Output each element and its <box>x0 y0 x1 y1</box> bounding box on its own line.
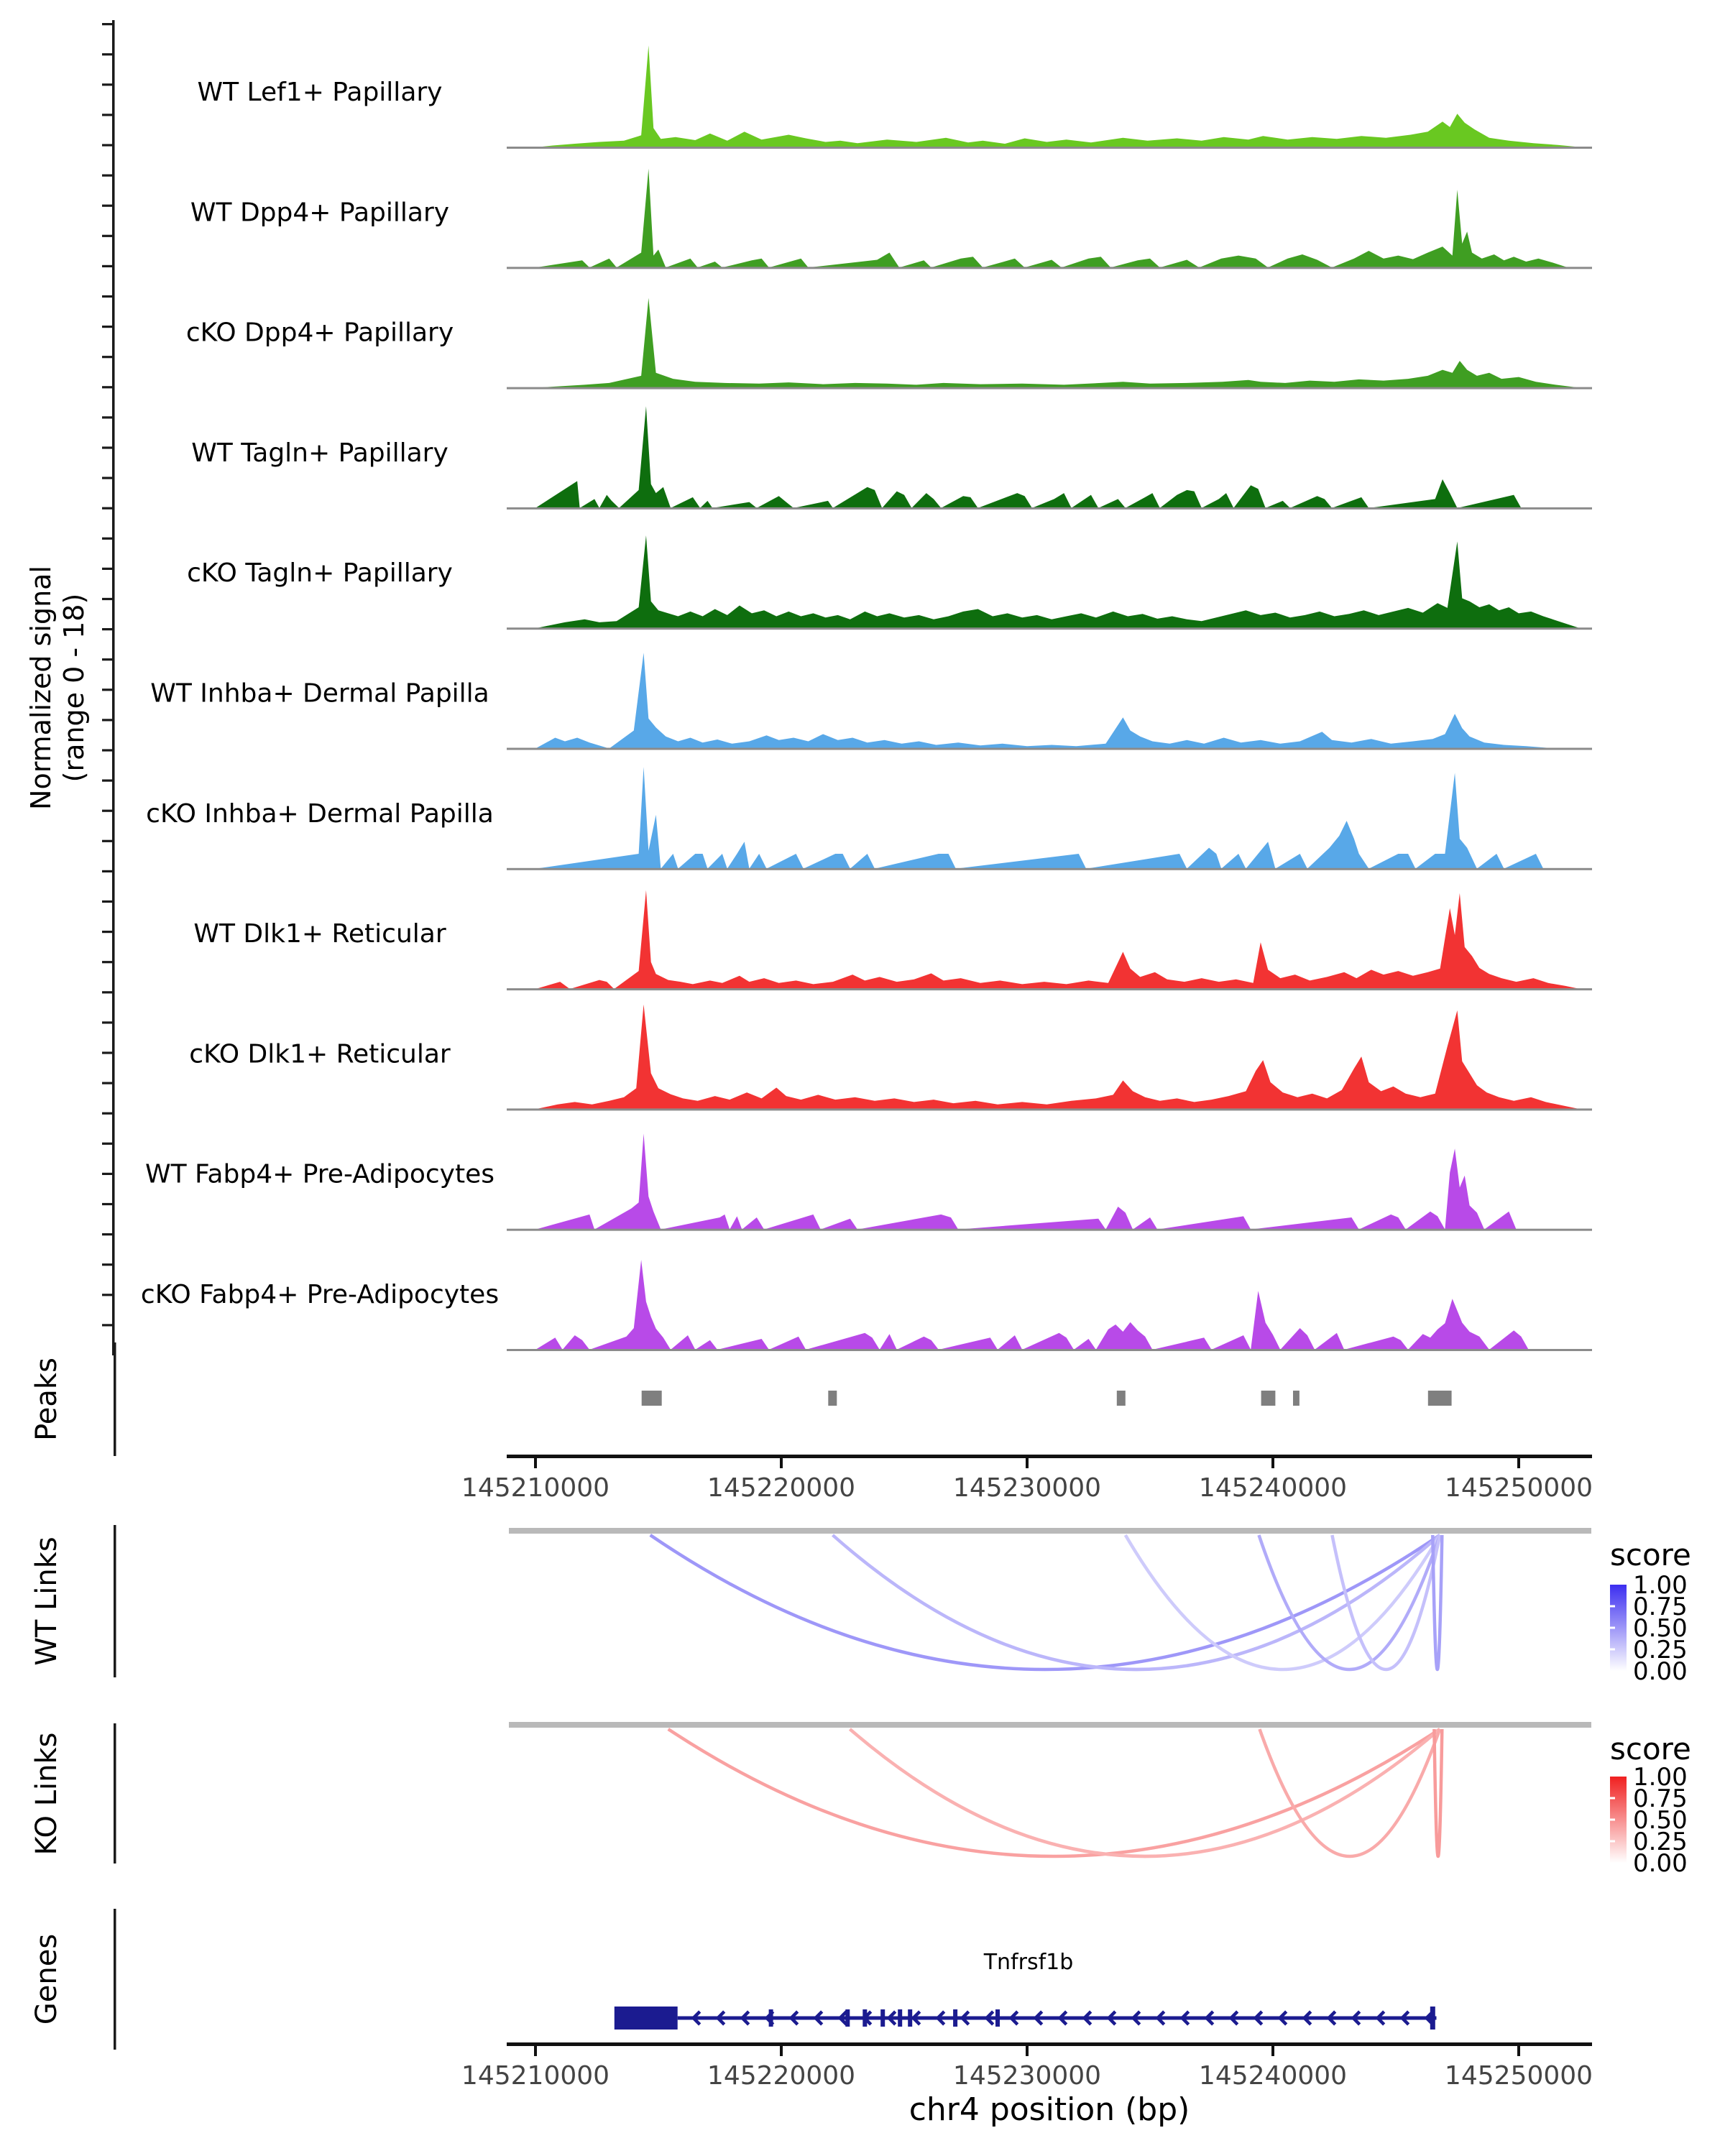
axis-tick-label: 145250000 <box>1444 2061 1593 2091</box>
axis-tick-label: 145210000 <box>461 2061 610 2091</box>
y-axis-tick <box>102 598 112 600</box>
wt-score-legend <box>1610 1537 1691 1686</box>
legend-value: 0.50 <box>1633 1614 1688 1643</box>
ko-links-baseline <box>509 1722 1591 1728</box>
y-axis-tick <box>102 658 112 660</box>
legend-notch <box>1610 1649 1615 1651</box>
track-label: WT Inhba+ Dermal Papilla <box>150 678 489 709</box>
gene-exon-tick <box>769 2009 773 2027</box>
axis-tick <box>1517 2046 1520 2056</box>
legend-notch <box>1610 1606 1615 1608</box>
coverage-area <box>535 535 1581 628</box>
track-baseline <box>507 387 1592 390</box>
y-axis-tick <box>102 1203 112 1205</box>
ko-links-arcs <box>668 1729 1443 1856</box>
y-axis-tick <box>102 326 112 328</box>
y-axis <box>25 20 115 1355</box>
y-axis-tick <box>102 870 112 872</box>
track-label: cKO Inhba+ Dermal Papilla <box>146 798 494 829</box>
coverage-area <box>535 1260 1581 1350</box>
track-baseline <box>507 988 1592 990</box>
track-label: WT Dlk1+ Reticular <box>193 919 446 949</box>
legend-notch <box>1610 1819 1615 1821</box>
peaks-section-label: Peaks <box>30 1358 63 1441</box>
y-axis-tick <box>102 810 112 812</box>
coverage-area <box>535 653 1581 748</box>
legend-value: 1.00 <box>1633 1763 1688 1792</box>
legend-value: 0.75 <box>1633 1593 1688 1621</box>
gene-panel <box>615 1950 1437 2030</box>
ko-links-section-label: KO Links <box>30 1732 63 1856</box>
y-axis-tick <box>102 1233 112 1235</box>
legend-value: 0.00 <box>1633 1849 1688 1878</box>
coverage-area <box>535 298 1581 388</box>
peak-box <box>1293 1391 1300 1406</box>
ko-links-bracket <box>114 1723 116 1864</box>
gene-exon-tick <box>880 2009 885 2027</box>
link-arc <box>668 1729 1440 1856</box>
track-baseline <box>507 267 1592 269</box>
y-axis-tick <box>102 1173 112 1175</box>
legend-value: 0.75 <box>1633 1784 1688 1813</box>
axis-line <box>507 2042 1592 2046</box>
track-baseline <box>507 627 1592 630</box>
gene-exon-tick <box>898 2009 902 2027</box>
link-arc <box>1126 1535 1440 1669</box>
legend-value: 1.00 <box>1633 1571 1688 1600</box>
axis-tick <box>1026 2046 1029 2056</box>
y-axis-tick <box>102 900 112 903</box>
y-axis-tick <box>102 961 112 963</box>
y-axis-tick <box>102 931 112 933</box>
legend-value: 0.25 <box>1633 1828 1688 1856</box>
legend-notch <box>1610 1627 1615 1629</box>
axis-tick-label: 145230000 <box>952 1473 1102 1503</box>
axis-line <box>507 1455 1592 1458</box>
y-axis-tick <box>102 446 112 448</box>
ko-links-panel <box>509 1722 1691 1878</box>
axis-tick <box>534 1458 537 1468</box>
y-axis-tick <box>102 175 112 177</box>
coverage-tracks <box>141 45 1592 1351</box>
track-label: cKO Tagln+ Papillary <box>187 558 453 589</box>
y-axis-tick <box>102 235 112 237</box>
wt-links-section-label: WT Links <box>30 1537 63 1666</box>
gene-tss-bar <box>1430 2007 1435 2030</box>
axis-tick <box>534 2046 537 2056</box>
section-brackets <box>30 1342 116 2050</box>
track-baseline <box>507 1108 1592 1110</box>
y-axis-tick <box>102 507 112 510</box>
y-axis-tick <box>102 1263 112 1266</box>
wt-links-baseline <box>509 1528 1591 1534</box>
y-axis-tick <box>102 538 112 540</box>
y-axis-tick <box>102 688 112 691</box>
y-axis-tick <box>102 568 112 570</box>
axis-tick <box>1026 1458 1029 1468</box>
wt-links-arcs <box>650 1535 1443 1669</box>
link-arc <box>850 1729 1440 1856</box>
y-axis-tick <box>102 53 112 55</box>
peaks-track <box>642 1391 1452 1406</box>
coverage-area <box>535 1133 1581 1229</box>
y-axis-tick <box>102 205 112 207</box>
y-axis-tick <box>102 1112 112 1115</box>
track-label: WT Fabp4+ Pre-Adipocytes <box>145 1159 494 1189</box>
genes-section-label: Genes <box>30 1933 63 2025</box>
axis-tick <box>1271 2046 1274 2056</box>
gene-exon-tick <box>953 2009 957 2027</box>
y-axis-tick <box>102 386 112 388</box>
y-axis-tick <box>102 1143 112 1145</box>
axis-tick <box>1517 1458 1520 1468</box>
legend-value: 0.25 <box>1633 1636 1688 1664</box>
coverage-area <box>535 169 1568 267</box>
legend-notch <box>1610 1841 1615 1843</box>
wt-legend-title: score <box>1610 1537 1691 1572</box>
axis-tick-label: 145230000 <box>952 2061 1102 2091</box>
y-axis-line <box>112 20 115 1355</box>
peak-box <box>1117 1391 1126 1406</box>
legend-value: 0.00 <box>1633 1657 1688 1686</box>
gene-model <box>615 2007 1437 2030</box>
axis-tick-label: 145220000 <box>707 2061 856 2091</box>
genomic-axis-top <box>461 1455 1593 1503</box>
y-axis-tick <box>102 144 112 146</box>
y-axis-tick <box>102 23 112 25</box>
axis-tick-label: 145250000 <box>1444 1473 1593 1503</box>
axis-tick-label: 145210000 <box>461 1473 610 1503</box>
axis-tick-label: 145220000 <box>707 1473 856 1503</box>
genomic-axis-bottom <box>461 2042 1593 2091</box>
ko-legend-title: score <box>1610 1731 1691 1766</box>
link-arc <box>1434 1729 1442 1856</box>
peak-box <box>828 1391 837 1406</box>
wt-links-bracket <box>114 1525 116 1677</box>
y-axis-tick <box>102 114 112 116</box>
y-axis-label-line2: (range 0 - 18) <box>58 593 90 783</box>
peaks-bracket <box>114 1342 116 1456</box>
y-axis-tick <box>102 1021 112 1023</box>
track-baseline <box>507 868 1592 870</box>
y-axis-tick <box>102 1294 112 1296</box>
track-baseline <box>507 1349 1592 1351</box>
track-label: cKO Fabp4+ Pre-Adipocytes <box>140 1280 500 1309</box>
y-axis-tick <box>102 1324 112 1326</box>
legend-value: 0.50 <box>1633 1806 1688 1835</box>
y-axis-tick <box>102 749 112 751</box>
track-baseline <box>507 147 1592 149</box>
track-baseline <box>507 1229 1592 1231</box>
y-axis-tick <box>102 719 112 721</box>
y-axis-tick <box>102 356 112 358</box>
gene-exon-tick <box>908 2009 912 2027</box>
y-axis-tick <box>102 1051 112 1054</box>
track-label: WT Dpp4+ Papillary <box>190 198 450 228</box>
y-axis-tick <box>102 477 112 479</box>
genes-bracket <box>114 1909 116 2050</box>
y-axis-tick <box>102 1082 112 1084</box>
coverage-area <box>535 1005 1581 1110</box>
axis-tick <box>780 2046 783 2056</box>
y-axis-tick <box>102 416 112 418</box>
y-axis-tick <box>102 628 112 630</box>
y-axis-label-line1: Normalized signal <box>25 566 57 810</box>
y-axis-tick <box>102 840 112 842</box>
axis-tick <box>780 1458 783 1468</box>
gene-exon-tick <box>845 2009 850 2027</box>
axis-tick-label: 145240000 <box>1198 1473 1348 1503</box>
y-axis-tick <box>102 265 112 267</box>
y-axis-tick <box>102 83 112 86</box>
axis-tick <box>1271 1458 1274 1468</box>
gene-utr-exon <box>615 2007 678 2030</box>
legend-notch <box>1610 1797 1615 1800</box>
coverage-area <box>535 406 1581 508</box>
coverage-area <box>535 45 1583 147</box>
track-label: cKO Dpp4+ Papillary <box>185 318 454 348</box>
y-axis-tick <box>102 991 112 993</box>
y-axis-tick <box>102 295 112 298</box>
peak-box <box>642 1391 662 1406</box>
coverage-area <box>535 767 1581 869</box>
link-arc <box>1432 1535 1442 1669</box>
track-label: WT Tagln+ Papillary <box>191 438 448 468</box>
gene-exon-tick <box>862 2009 867 2027</box>
track-label: WT Lef1+ Papillary <box>197 78 443 107</box>
link-arc <box>650 1535 1440 1669</box>
coverage-area <box>535 890 1581 990</box>
track-baseline <box>507 507 1592 510</box>
y-axis-tick <box>102 780 112 782</box>
wt-links-panel <box>509 1528 1691 1686</box>
axis-tick-label: 145240000 <box>1198 2061 1348 2091</box>
y-axis-ticks <box>102 23 112 1327</box>
x-axis-title: chr4 position (bp) <box>908 2091 1190 2128</box>
peak-box <box>1428 1391 1452 1406</box>
gene-exon-tick <box>995 2009 1000 2027</box>
track-baseline <box>507 748 1592 750</box>
gene-name-label: Tnfrsf1b <box>983 1950 1074 1975</box>
track-label: cKO Dlk1+ Reticular <box>189 1039 451 1069</box>
peak-box <box>1261 1391 1276 1406</box>
ko-score-legend <box>1610 1731 1691 1878</box>
